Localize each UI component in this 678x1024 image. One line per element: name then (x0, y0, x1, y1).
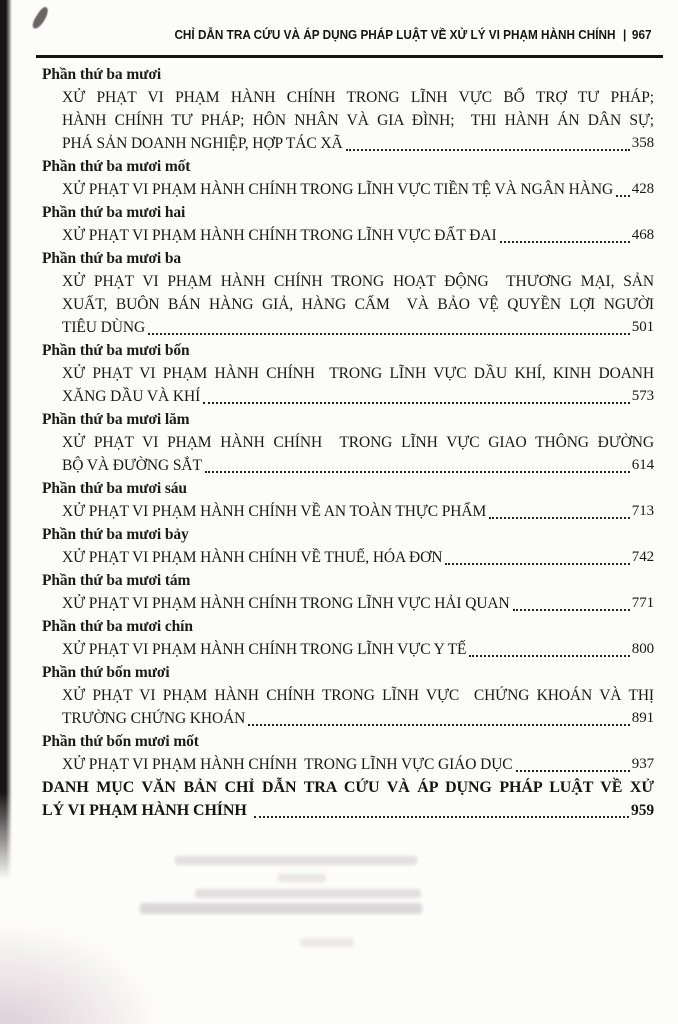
toc-entry-leader-row (62, 592, 654, 615)
dot-leader (203, 402, 630, 404)
toc-entry-leader-row (62, 753, 654, 776)
dot-leader (489, 517, 630, 519)
dot-leader (205, 471, 630, 473)
toc-entry-title-line: DANH MỤC VĂN BẢN CHỈ DẪN TRA CỨU VÀ ÁP DỤNG PHÁP LUẬT VỀ XỬ (42, 779, 654, 796)
toc-entry-title-line: XĂNG DẦU VÀ KHÍ (62, 388, 201, 405)
toc-entry (42, 63, 654, 155)
toc-entry-lines (62, 270, 654, 339)
dot-leader (469, 655, 629, 657)
toc-entry (42, 776, 654, 822)
toc-entry (42, 615, 654, 661)
dot-leader (346, 149, 630, 151)
toc-entry-leader-row (62, 316, 654, 339)
toc-entry-lines (62, 546, 654, 569)
toc-part-label: Phần thứ ba mươi bốn (42, 342, 190, 359)
toc-entry-leader-row (62, 638, 654, 661)
toc-entry-title-line: XỬ PHẠT VI PHẠM HÀNH CHÍNH TRONG LĨNH VỰC GIAO THÔNG ĐƯỜNG (62, 434, 654, 451)
toc-entry-title-line: XỬ PHẠT VI PHẠM HÀNH CHÍNH TRONG LĨNH VỰC HẢI QUAN (62, 595, 510, 612)
toc-entry-leader-row (62, 454, 654, 477)
toc-part-label: Phần thứ ba mươi lăm (42, 411, 190, 428)
page-gutter-shadow (0, 0, 12, 880)
toc-entry-lines (62, 592, 654, 615)
toc-entry-leader-row (62, 707, 654, 730)
toc-entry-title-line: XỬ PHẠT VI PHẠM HÀNH CHÍNH TRONG LĨNH VỰC BỔ TRỢ TƯ PHÁP; (62, 89, 654, 106)
toc-entry-page-number: 959 (631, 802, 654, 819)
toc-entry-leader-row (62, 178, 654, 201)
toc-entry-lines (62, 684, 654, 730)
toc-entry-title-line: XỬ PHẠT VI PHẠM HÀNH CHÍNH VỀ AN TOÀN THỰC PHẨM (62, 503, 487, 520)
toc-entry-title-line: XỬ PHẠT VI PHẠM HÀNH CHÍNH TRONG LĨNH VỰC DẦU KHÍ, KINH DOANH (62, 365, 654, 382)
bleed-through-artifact (300, 938, 354, 947)
toc-entry-page-number: 891 (631, 710, 654, 726)
dot-leader (616, 195, 630, 197)
toc-entry-title-line: XỬ PHẠT VI PHẠM HÀNH CHÍNH TRONG LĨNH VỰC CHỨNG KHOÁN VÀ THỊ (62, 687, 654, 704)
running-header-title: CHỈ DẪN TRA CỨU VÀ ÁP DỤNG PHÁP LUẬT VỀ XỬ LÝ VI PHẠM HÀNH CHÍNH (174, 28, 616, 42)
toc-part-label: Phần thứ ba mươi ba (42, 250, 181, 267)
toc-entry-lines (62, 224, 654, 247)
toc-entry-title-line: BỘ VÀ ĐƯỜNG SẮT (62, 457, 202, 474)
toc-entry-title-line: XUẤT, BUÔN BÁN HÀNG GIẢ, HÀNG CẤM VÀ BẢO VỆ QUYỀN LỢI NGƯỜI (62, 296, 654, 313)
toc-entry-lines (62, 500, 654, 523)
toc-entry (42, 339, 654, 408)
toc-entry-page-number: 428 (631, 181, 654, 197)
toc-entry-lines (62, 753, 654, 776)
toc-entry-page-number: 937 (631, 756, 654, 772)
toc-entry-leader-row (62, 546, 654, 569)
toc-entry-title-line: XỬ PHẠT VI PHẠM HÀNH CHÍNH TRONG LĨNH VỰC ĐẤT ĐAI (62, 227, 497, 244)
dot-leader (445, 563, 629, 565)
toc-part-label: Phần thứ ba mươi chín (42, 618, 193, 635)
toc-entry-title-line: TIÊU DÙNG (62, 319, 146, 336)
bleed-through-artifact (195, 889, 421, 898)
toc-entry-title-line: XỬ PHẠT VI PHẠM HÀNH CHÍNH TRONG LĨNH VỰC Y TẾ (62, 641, 467, 658)
dot-leader (516, 770, 630, 772)
page-blemish (30, 5, 51, 30)
dot-leader (500, 241, 630, 243)
header-rule (36, 55, 663, 58)
dot-leader (248, 724, 630, 726)
toc-entry-leader-row (42, 799, 654, 822)
toc-entry-page-number: 614 (631, 457, 654, 473)
dot-leader (513, 609, 630, 611)
toc-entry (42, 730, 654, 776)
bleed-through-artifact (175, 856, 417, 865)
toc-entry-title-line: XỬ PHẠT VI PHẠM HÀNH CHÍNH VỀ THUẾ, HÓA ĐƠN (62, 549, 443, 566)
bleed-through-artifact (140, 903, 422, 914)
toc-entry-page-number: 742 (631, 549, 654, 565)
toc-entry (42, 155, 654, 201)
toc-entry-leader-row (62, 500, 654, 523)
toc-entry-title-line: XỬ PHẠT VI PHẠM HÀNH CHÍNH TRONG HOẠT ĐỘNG THƯƠNG MẠI, SẢN (62, 273, 654, 290)
table-of-contents (42, 63, 654, 822)
toc-entry (42, 523, 654, 569)
toc-entry-page-number: 501 (631, 319, 654, 335)
bleed-through-artifact (278, 874, 326, 882)
header-page-number: 967 (632, 28, 652, 42)
toc-part-label: Phần thứ bốn mươi mốt (42, 733, 199, 750)
toc-part-label: Phần thứ ba mươi mốt (42, 158, 191, 175)
toc-entry-page-number: 573 (631, 388, 654, 404)
toc-part-label: Phần thứ ba mươi (42, 66, 162, 83)
toc-part-label: Phần thứ bốn mươi (42, 664, 170, 681)
dot-leader (254, 816, 629, 818)
toc-entry-leader-row (62, 132, 654, 155)
toc-part-label: Phần thứ ba mươi bảy (42, 526, 189, 543)
toc-entry-lines (62, 362, 654, 408)
page-corner-shadow (0, 924, 160, 1024)
toc-entry (42, 661, 654, 730)
header-divider: | (623, 28, 627, 42)
toc-entry-page-number: 800 (631, 641, 654, 657)
toc-entry (42, 477, 654, 523)
toc-entry-title-line: XỬ PHẠT VI PHẠM HÀNH CHÍNH TRONG LĨNH VỰC TIỀN TỆ VÀ NGÂN HÀNG (62, 181, 614, 198)
toc-entry-page-number: 713 (631, 503, 654, 519)
toc-entry-title-line: XỬ PHẠT VI PHẠM HÀNH CHÍNH TRONG LĨNH VỰC GIÁO DỤC (62, 756, 513, 773)
toc-entry (42, 247, 654, 339)
dot-leader (148, 333, 630, 335)
toc-entry-lines (62, 178, 654, 201)
toc-entry-title-line: PHÁ SẢN DOANH NGHIỆP, HỢP TÁC XÃ (62, 135, 343, 152)
toc-entry (42, 201, 654, 247)
toc-part-label: Phần thứ ba mươi hai (42, 204, 186, 221)
toc-entry-page-number: 771 (631, 595, 654, 611)
running-header (40, 28, 652, 42)
toc-entry-lines (42, 776, 654, 822)
toc-entry-title-line: LÝ VI PHẠM HÀNH CHÍNH (42, 802, 251, 819)
toc-entry-title-line: TRƯỜNG CHỨNG KHOÁN (62, 710, 246, 727)
toc-entry-title-line: HÀNH CHÍNH TƯ PHÁP; HÔN NHÂN VÀ GIA ĐÌNH; THI HÀNH ÁN DÂN SỰ; (62, 112, 654, 129)
toc-entry-lines (62, 86, 654, 155)
toc-part-label: Phần thứ ba mươi tám (42, 572, 191, 589)
toc-entry (42, 569, 654, 615)
toc-entry-leader-row (62, 385, 654, 408)
toc-entry-lines (62, 431, 654, 477)
toc-part-label: Phần thứ ba mươi sáu (42, 480, 187, 497)
toc-entry-leader-row (62, 224, 654, 247)
toc-entry-page-number: 358 (631, 135, 654, 151)
toc-entry-lines (62, 638, 654, 661)
toc-entry (42, 408, 654, 477)
toc-entry-page-number: 468 (631, 227, 654, 243)
